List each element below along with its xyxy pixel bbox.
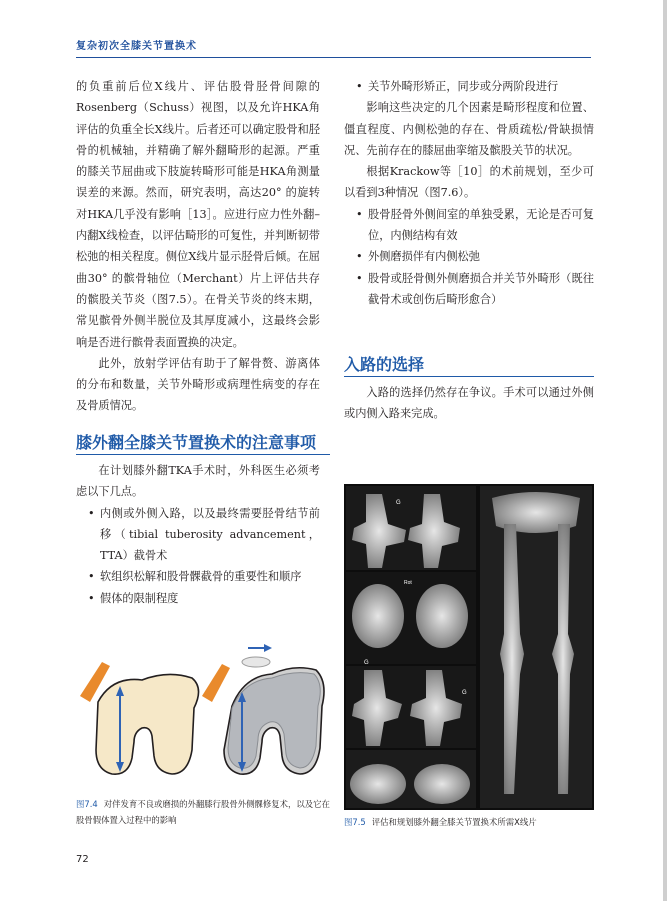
right-column (344, 76, 594, 310)
figure-7-5-xray-collage (344, 484, 594, 810)
xray-panel-fulllength (480, 486, 592, 808)
xray-knee-rot-right (416, 584, 468, 648)
shift-arrow-head (264, 644, 272, 652)
page-number: 72 (76, 854, 89, 865)
implant-tip (242, 657, 270, 667)
left-paragraph-2: 此外，放射学评估有助于了解骨赘、游离体的分布和数量，关节外畸形或病理性病变的存在及骨质情况。 (76, 356, 320, 413)
considerations-list (76, 503, 320, 609)
list-item: • 股骨或胫骨侧外侧磨损合并关节外畸形（既往截骨术或创伤后畸形愈合） (356, 271, 594, 306)
xray-knee-rot-left (352, 584, 404, 648)
section-title-approach: 入路的选择 (344, 355, 425, 374)
right-paragraph-1: 影响这些决定的几个因素是畸形程度和位置、僵直程度、内侧松弛的存在、骨质疏松/骨缺损情况、先前存在的膝屈曲挛缩及髌股关节的状况。 (344, 101, 594, 157)
page-edge-shadow (663, 0, 667, 901)
figure-7-4-illustration (76, 640, 330, 790)
section-title-valgus: 膝外翻全膝关节置换术的注意事项 (76, 433, 317, 452)
xray-marker-g: G (462, 690, 467, 696)
right-top-list (344, 76, 594, 97)
list-item: • 内侧或外侧入路，以及最终需要胫骨结节前移（tibial tuberosity advancement，TTA）截骨术 (88, 506, 320, 563)
right-paragraph-2: 根据Krackow等［10］的术前规划，至少可以看到3种情况（图7.6）。 (344, 165, 594, 200)
cartilage-patch-right (202, 664, 230, 702)
xray-marker-rot: Rot (404, 580, 412, 586)
header-rule (76, 57, 591, 58)
left-column (76, 76, 320, 417)
list-item: • 软组织松解和股骨髁截骨的重要性和顺序 (88, 570, 302, 584)
krackow-list (344, 204, 594, 310)
section-rule-right (344, 376, 594, 377)
xray-patella-right (414, 764, 470, 804)
list-item: • 股骨胫骨外侧间室的单独受累，无论是否可复位，内侧结构有效 (356, 207, 594, 243)
running-head: 复杂初次全膝关节置换术 (76, 41, 197, 52)
xray-patella-left (350, 764, 406, 804)
list-item: • 关节外畸形矫正，同步或分两阶段进行 (356, 80, 559, 93)
section-rule-left (76, 454, 330, 455)
list-item: • 外侧磨损伴有内侧松弛 (356, 250, 480, 264)
femur-condyle-left (96, 674, 199, 774)
list-item: • 假体的限制程度 (88, 591, 179, 605)
left-paragraph-1: 的负重前后位X线片、评估股骨胫骨间隙的Rosenberg（Schuss）视图，以及允许HKA角评估的负重全长X线片。后者还可以确定股骨和胫骨的机械轴，并精确了解外翻畸形的起源。严重的膝关节屈曲或下肢旋转畸形可能是HKA角测量误差的来源。然而，研究表明，高达20° 的旋转对HKA几乎没有影响［13］。应进行应力性外翻–内翻X线检查，以评估畸形的可复性，并判断韧带松弛的相关程度。侧位X线片显示胫骨后倾。在屈曲30° 的髌骨轴位（Merchant）片上评估共存的髌股关节炎（图7.5）。在骨关节炎的终末期，常见髌骨外侧半脱位及其厚度减小，这最终会影响是否进行髌骨表面置换的决定。 (76, 80, 320, 349)
left-column-lower (76, 460, 320, 609)
right-paragraph-3: 入路的选择仍然存在争议。手术可以通过外侧或内侧入路来完成。 (344, 386, 594, 421)
xray-marker-g: G (396, 500, 401, 506)
figure-7-5-caption: 图7.5 评估和规划膝外翻全膝关节置换术所需X线片 (344, 817, 537, 827)
figure-7-4-caption: 图7.4 对伴发育不良或磨损的外翻膝行股骨外侧髁修复术，以及它在股骨假体置入过程中的影响 (76, 799, 330, 825)
xray-marker-g: G (364, 660, 369, 666)
right-column-lower (344, 382, 594, 425)
left-paragraph-3: 在计划膝外翻TKA手术时，外科医生必须考虑以下几点。 (76, 464, 320, 499)
